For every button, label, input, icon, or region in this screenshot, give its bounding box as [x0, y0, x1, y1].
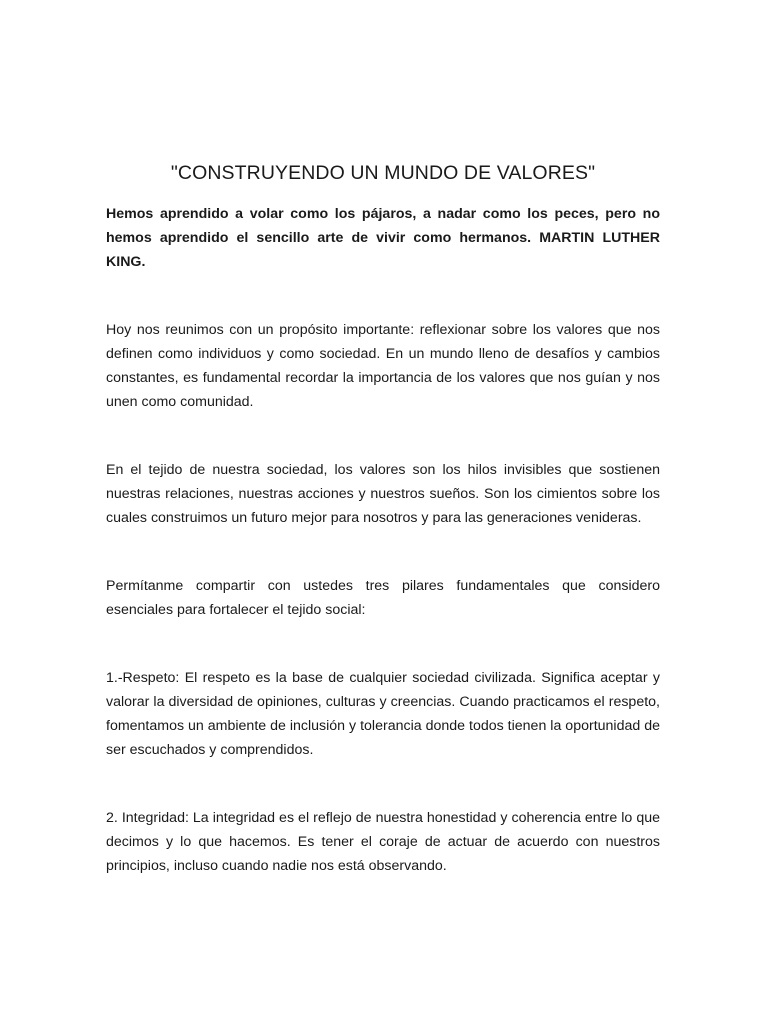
paragraph-integridad: 2. Integridad: La integridad es el reflejo de nuestra honestidad y coherencia entre lo que decimos y lo que hacemos. Es tener el coraje de actuar de acuerdo con nuestros principios, incluso cuando nadie nos está observando. — [106, 810, 660, 874]
paragraph-respeto: 1.-Respeto: El respeto es la base de cualquier sociedad civilizada. Significa aceptar y valorar la diversidad de opiniones, culturas y creencias. Cuando practicamos el respeto, fomentamos un ambiente de inclusión y tolerancia donde todos tienen la oportunidad de ser escuchados y comprendidos. — [106, 670, 660, 758]
document-body — [106, 160, 660, 878]
opening-quote: Hemos aprendido a volar como los pájaros, a nadar como los peces, pero no hemos aprendido el sencillo arte de vivir como hermanos. MARTIN LUTHER KING. — [106, 206, 660, 270]
document-title: "CONSTRUYENDO UN MUNDO DE VALORES" — [170, 162, 596, 184]
paragraph-social-fabric: En el tejido de nuestra sociedad, los valores son los hilos invisibles que sostienen nuestras relaciones, nuestras acciones y nuestros sueños. Son los cimientos sobre los cuales construimos un futuro mejor para nosotros y para las generaciones venideras. — [106, 462, 660, 526]
paragraph-pillars-intro: Permítanme compartir con ustedes tres pilares fundamentales que considero esenciales para fortalecer el tejido social: — [106, 578, 660, 618]
paragraph-intro: Hoy nos reunimos con un propósito importante: reflexionar sobre los valores que nos definen como individuos y como sociedad. En un mundo lleno de desafíos y cambios constantes, es fundamental recordar la importancia de los valores que nos guían y nos unen como comunidad. — [106, 322, 660, 410]
